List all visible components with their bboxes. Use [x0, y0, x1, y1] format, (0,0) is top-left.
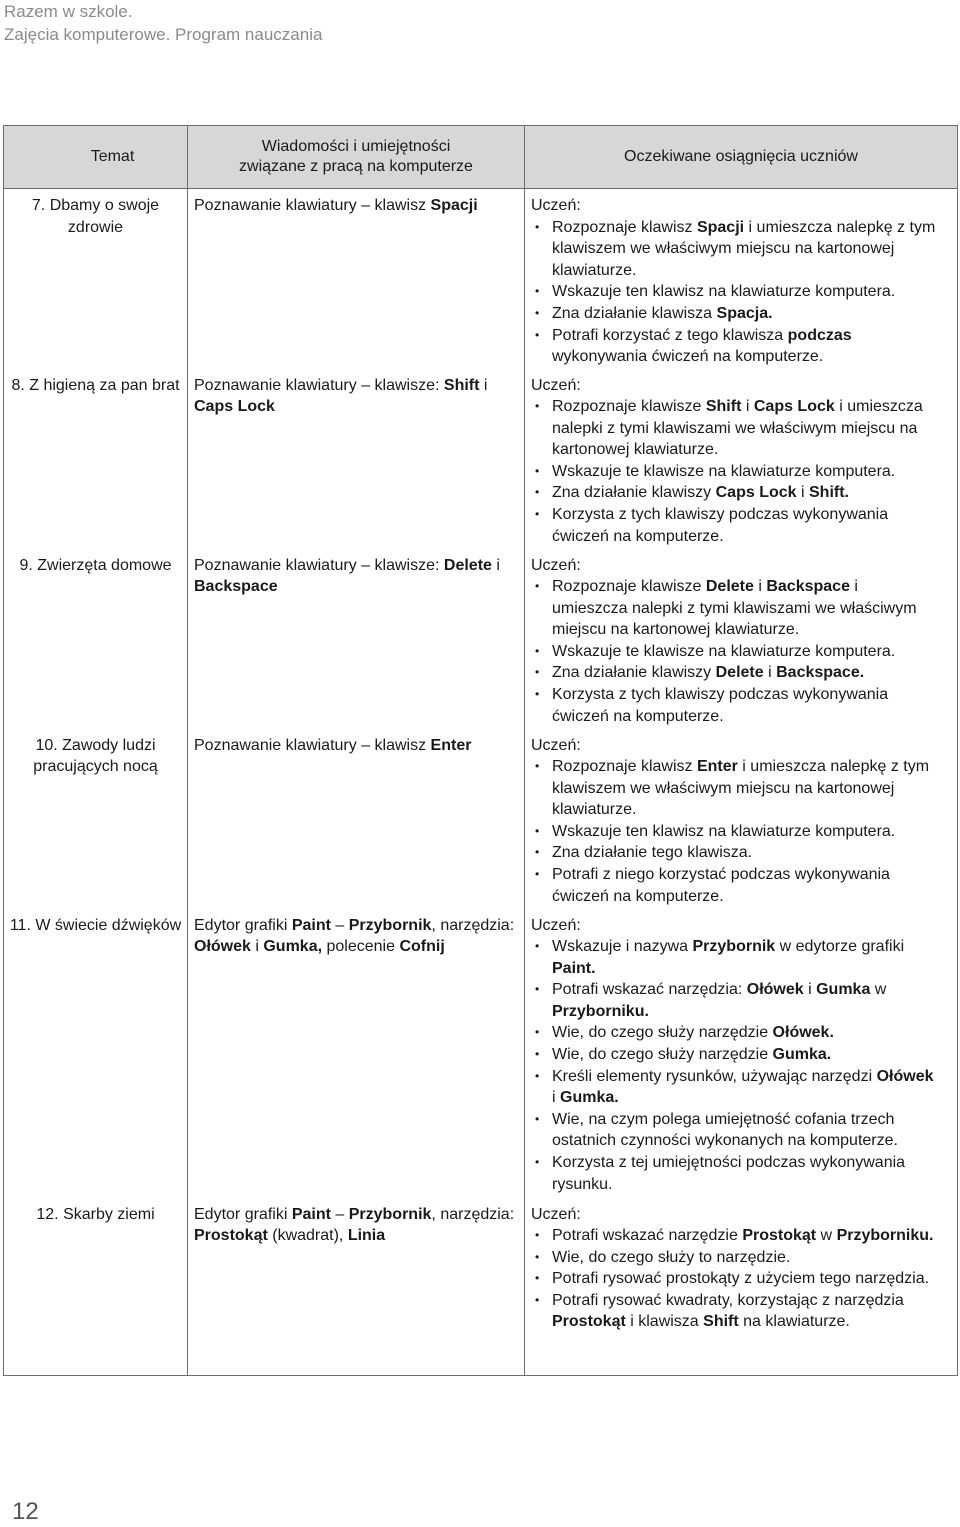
outcome-text: i umieszcza nalepki z tymi klawiszami we właściwym miejscu na kartonowej klawiaturze.	[552, 398, 923, 459]
skills-text: Backspace	[194, 578, 278, 596]
skills-text: Prostokąt	[194, 1227, 268, 1245]
topic-title: Skarby ziemi	[63, 1205, 155, 1223]
outcome-text: Shift	[705, 398, 742, 416]
topic-cell	[4, 549, 188, 729]
bullet-icon: •	[535, 687, 540, 702]
skills-text: Poznawanie klawiatury – klawisz	[194, 197, 431, 214]
topic-cell	[4, 1198, 188, 1376]
topic-title: W świecie dźwięków	[35, 916, 182, 934]
outcome-text: Wskazuje te klawisze na klawiaturze komputera.	[552, 462, 896, 480]
outcome-text: w edytorze grafiki	[775, 938, 905, 956]
outcome-text: i	[741, 398, 754, 416]
table-row	[4, 189, 958, 369]
skills-text: Poznawanie klawiatury – klawisze:	[194, 376, 444, 394]
topic-title: Z higieną za pan brat	[29, 376, 180, 394]
table-row	[4, 909, 958, 1198]
list-item	[531, 641, 951, 663]
outcome-text: Zna działanie klawiszy	[552, 484, 716, 502]
outcome-text: Backspace	[766, 578, 850, 596]
outcome-text: Enter	[696, 758, 738, 776]
skills-text: Poznawanie klawiatury – klawisz	[194, 736, 431, 754]
outcome-text: i	[763, 664, 777, 682]
bullet-icon: •	[535, 1292, 540, 1307]
outcomes-cell	[525, 729, 958, 909]
topic-number: 7.	[31, 197, 46, 214]
list-item	[531, 504, 951, 547]
outcome-text: podczas	[787, 326, 852, 344]
list-item	[531, 281, 951, 303]
bullet-icon: •	[535, 1271, 540, 1286]
bullet-icon: •	[535, 1249, 540, 1264]
outcome-text: Rozpoznaje klawisz	[552, 758, 697, 776]
topic-title: Dbamy o swoje zdrowie	[49, 197, 160, 236]
header-topic: Temat	[4, 126, 188, 189]
outcome-text: Wie, do czego służy narzędzie	[552, 1046, 773, 1064]
table-header-row	[4, 126, 958, 189]
outcome-text: Przyborniku.	[836, 1227, 934, 1245]
outcome-text: Kreśli elementy rysunków, używając narzędzi	[552, 1067, 877, 1085]
skills-text: Paint	[291, 1205, 331, 1223]
outcome-text: Wie, do czego służy narzędzie	[552, 1024, 773, 1042]
outcome-text: i	[753, 578, 767, 596]
outcomes-list	[531, 576, 951, 727]
topic-cell	[4, 729, 188, 909]
outcome-text: Korzysta z tej umiejętności podczas wykonywania rysunku.	[552, 1154, 906, 1193]
list-item	[531, 1152, 951, 1195]
topic-number: 11.	[9, 916, 31, 934]
bullet-icon: •	[535, 1068, 540, 1083]
list-item	[531, 482, 951, 504]
skills-text: , narzędzia:	[431, 916, 515, 934]
skills-text: Linia	[347, 1227, 386, 1245]
skills-text: –	[330, 916, 349, 934]
header-skills-line1: Wiadomości i umiejętności	[261, 138, 451, 155]
bullet-icon: •	[535, 1111, 540, 1126]
outcomes-label: Uczeń:	[531, 916, 581, 934]
outcome-text: Wskazuje te klawisze na klawiaturze komputera.	[552, 642, 896, 660]
skills-text: Przybornik	[348, 1205, 432, 1223]
page-number: 12	[12, 1498, 39, 1525]
outcome-text: Wskazuje ten klawisz na klawiaturze komputera.	[552, 283, 896, 301]
outcomes-cell	[525, 549, 958, 729]
list-item	[531, 303, 951, 325]
topic-title: Zwierzęta domowe	[37, 556, 172, 574]
outcomes-list	[531, 756, 951, 907]
outcomes-label: Uczeń:	[531, 736, 581, 754]
skills-text: Edytor grafiki	[194, 916, 292, 934]
outcome-text: Przybornik	[692, 938, 776, 956]
skills-text: Paint	[291, 916, 331, 934]
skills-text: Shift	[443, 376, 480, 394]
outcome-text: i klawisza	[625, 1313, 704, 1331]
skills-text: i	[491, 556, 500, 574]
outcome-text: i umieszcza nalepkę z tym klawiszem we właściwym miejscu na kartonowej klawiaturze.	[552, 218, 936, 279]
topic-number: 8.	[11, 376, 25, 394]
bullet-icon: •	[535, 665, 540, 680]
skills-text: Cofnij	[399, 938, 445, 956]
list-item	[531, 1066, 951, 1109]
outcome-text: Gumka.	[772, 1046, 832, 1064]
outcome-text: Prostokąt	[552, 1313, 626, 1331]
bullet-icon: •	[535, 939, 540, 954]
bullet-icon: •	[535, 327, 540, 342]
table-body	[4, 189, 958, 1376]
outcome-text: Ołówek	[876, 1067, 934, 1085]
bullet-icon: •	[535, 1155, 540, 1170]
outcome-text: Potrafi rysować kwadraty, korzystając z narzędzia	[552, 1291, 904, 1309]
skills-text: polecenie	[322, 938, 400, 956]
outcome-text: Wskazuje i nazywa	[552, 938, 693, 956]
skills-cell	[188, 1198, 525, 1376]
bullet-icon: •	[535, 305, 540, 320]
outcome-text: Spacji	[696, 218, 745, 236]
outcomes-list	[531, 1225, 951, 1333]
outcome-text: Paint.	[552, 959, 596, 977]
skills-cell	[188, 909, 525, 1198]
list-item	[531, 1022, 951, 1044]
list-item	[531, 821, 951, 843]
outcome-text: i umieszcza nalepkę z tym klawiszem we właściwym miejscu na kartonowej klawiaturze.	[552, 758, 930, 819]
bullet-icon: •	[535, 579, 540, 594]
outcome-text: Potrafi wskazać narzędzie	[552, 1227, 743, 1245]
outcome-text: Potrafi z niego korzystać podczas wykonywania ćwiczeń na komputerze.	[552, 866, 890, 905]
list-item	[531, 684, 951, 727]
outcomes-label: Uczeń:	[531, 376, 581, 394]
list-item	[531, 979, 951, 1022]
skills-text: Spacji	[430, 197, 478, 214]
bullet-icon: •	[535, 219, 540, 234]
topic-title: Zawody ludzi pracujących nocą	[33, 736, 158, 776]
bullet-icon: •	[535, 823, 540, 838]
bullet-icon: •	[535, 1047, 540, 1062]
outcome-text: Shift.	[809, 484, 849, 502]
list-item	[531, 576, 951, 641]
skills-cell	[188, 369, 525, 549]
outcomes-list	[531, 396, 951, 547]
skills-text: , narzędzia:	[431, 1205, 515, 1223]
table-row	[4, 729, 958, 909]
list-item	[531, 756, 951, 821]
topic-cell	[4, 369, 188, 549]
list-item	[531, 662, 951, 684]
bullet-icon: •	[535, 845, 540, 860]
outcomes-cell	[525, 369, 958, 549]
skills-cell	[188, 549, 525, 729]
outcome-text: w	[816, 1227, 837, 1245]
skills-text: –	[330, 1205, 349, 1223]
skills-text: Ołówek	[194, 938, 251, 956]
bullet-icon: •	[535, 507, 540, 522]
outcomes-label: Uczeń:	[531, 1205, 581, 1223]
outcome-text: i	[552, 1089, 560, 1107]
outcome-text: Delete	[705, 578, 754, 596]
outcome-text: Rozpoznaje klawisz	[552, 218, 697, 236]
outcomes-list	[531, 936, 951, 1195]
outcome-text: Potrafi korzystać z tego klawisza	[552, 326, 788, 344]
bullet-icon: •	[535, 759, 540, 774]
outcome-text: Prostokąt	[742, 1227, 817, 1245]
topic-cell	[4, 909, 188, 1198]
outcome-text: i	[803, 981, 817, 999]
outcomes-cell	[525, 1198, 958, 1376]
bullet-icon: •	[535, 867, 540, 882]
outcome-text: Wie, do czego służy to narzędzie.	[552, 1248, 791, 1266]
bullet-icon: •	[535, 1025, 540, 1040]
list-item	[531, 1109, 951, 1152]
outcome-text: Zna działanie klawisza	[552, 304, 717, 322]
outcome-text: Caps Lock	[715, 484, 797, 502]
bullet-icon: •	[535, 399, 540, 414]
skills-text: Poznawanie klawiatury – klawisze:	[194, 556, 444, 574]
table-row	[4, 369, 958, 549]
running-header-title: Razem w szkole.	[4, 2, 133, 21]
outcome-text: w	[870, 981, 887, 999]
outcomes-cell	[525, 189, 958, 369]
bullet-icon: •	[535, 284, 540, 299]
skills-text: Enter	[430, 736, 472, 754]
list-item	[531, 864, 951, 907]
outcome-text: i umieszcza nalepki z tymi klawiszami we właściwym miejscu na kartonowej klawiaturze.	[552, 578, 917, 639]
skills-text: Delete	[443, 556, 492, 574]
outcome-text: Backspace.	[776, 664, 865, 682]
outcome-text: Potrafi wskazać narzędzia:	[552, 981, 747, 999]
outcomes-label: Uczeń:	[531, 197, 581, 214]
list-item	[531, 1247, 951, 1269]
topic-cell	[4, 189, 188, 369]
skills-text: i	[479, 376, 488, 394]
outcome-text: Korzysta z tych klawiszy podczas wykonywania ćwiczeń na komputerze.	[552, 506, 889, 545]
list-item	[531, 1044, 951, 1066]
bullet-icon: •	[535, 463, 540, 478]
outcome-text: na klawiaturze.	[738, 1313, 850, 1331]
topic-number: 12.	[36, 1205, 59, 1223]
bullet-icon: •	[535, 982, 540, 997]
header-skills-line2: związane z pracą na komputerze	[239, 158, 473, 175]
list-item	[531, 461, 951, 483]
list-item	[531, 842, 951, 864]
table-row	[4, 549, 958, 729]
outcomes-cell	[525, 909, 958, 1198]
table-row	[4, 1198, 958, 1376]
list-item	[531, 325, 951, 368]
skills-cell	[188, 729, 525, 909]
curriculum-table	[3, 125, 958, 1376]
skills-cell	[188, 189, 525, 369]
running-header-subtitle: Zajęcia komputerowe. Program nauczania	[4, 25, 323, 44]
list-item	[531, 936, 951, 979]
outcome-text: Rozpoznaje klawisze	[552, 578, 706, 596]
outcomes-list	[531, 217, 951, 368]
outcome-text: Wskazuje ten klawisz na klawiaturze komputera.	[552, 822, 896, 840]
outcome-text: Zna działanie klawiszy	[552, 664, 716, 682]
list-item	[531, 1268, 951, 1290]
outcome-text: Ołówek	[746, 981, 804, 999]
skills-text: Gumka,	[263, 938, 323, 956]
bullet-icon: •	[535, 643, 540, 658]
outcome-text: Gumka	[816, 981, 871, 999]
outcome-text: Korzysta z tych klawiszy podczas wykonywania ćwiczeń na komputerze.	[552, 686, 889, 725]
skills-text: Caps Lock	[194, 398, 275, 416]
outcomes-label: Uczeń:	[531, 556, 581, 574]
skills-text: Przybornik	[348, 916, 432, 934]
header-skills	[188, 126, 525, 189]
list-item	[531, 1290, 951, 1333]
list-item	[531, 396, 951, 461]
topic-number: 10.	[35, 736, 58, 754]
outcome-text: Delete	[715, 664, 764, 682]
outcome-text: Gumka.	[560, 1089, 619, 1107]
outcome-text: Shift	[703, 1313, 739, 1331]
list-item	[531, 1225, 951, 1247]
outcome-text: Ołówek.	[772, 1024, 834, 1042]
outcome-text: Wie, na czym polega umiejętność cofania trzech ostatnich czynności wykonanych na komputerze.	[552, 1110, 898, 1150]
header-outcomes: Oczekiwane osiągnięcia uczniów	[525, 126, 958, 189]
outcome-text: i	[796, 484, 809, 502]
skills-text: i	[250, 938, 264, 956]
outcome-text: Przyborniku.	[552, 1002, 649, 1020]
outcome-text: Zna działanie tego klawisza.	[552, 844, 753, 862]
outcome-text: Spacja.	[716, 304, 773, 322]
outcome-text: Potrafi rysować prostokąty z użyciem tego narzędzia.	[552, 1270, 930, 1288]
outcome-text: Caps Lock	[753, 398, 835, 416]
bullet-icon: •	[535, 485, 540, 500]
skills-text: (kwadrat),	[267, 1227, 348, 1245]
bullet-icon: •	[535, 1228, 540, 1243]
topic-number: 9.	[19, 556, 33, 574]
skills-text: Edytor grafiki	[194, 1205, 292, 1223]
list-item	[531, 217, 951, 282]
outcome-text: Rozpoznaje klawisze	[552, 398, 706, 416]
running-header	[4, 0, 322, 46]
outcome-text: wykonywania ćwiczeń na komputerze.	[552, 348, 824, 366]
